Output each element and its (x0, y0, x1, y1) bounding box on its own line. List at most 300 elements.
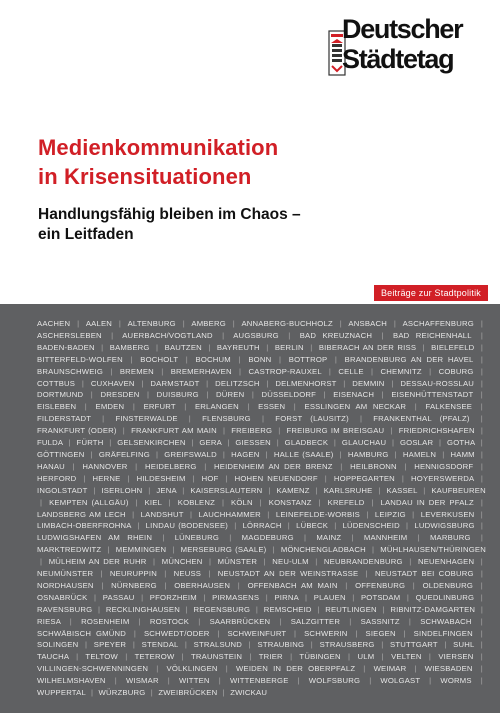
city-name: TETEROW (134, 652, 175, 662)
city-separator: | (135, 497, 138, 507)
city-name: STUTTGART (390, 640, 438, 650)
city-name: BAD KREUZNACH (299, 330, 373, 340)
city-separator: | (371, 366, 374, 376)
city-name: MÜHLHAUSEN/THÜRINGEN (380, 545, 486, 555)
city-separator: | (334, 521, 337, 531)
city-name: LANDAU IN DER PFALZ (380, 497, 474, 507)
city-name: FÜRTH (76, 438, 104, 448)
city-name: LANDSBERG AM LECH (37, 509, 126, 519)
city-separator: | (265, 592, 268, 602)
city-separator: | (333, 438, 337, 448)
city-name: FORST (LAUSITZ) (275, 414, 349, 424)
city-name: AUGSBURG (233, 330, 279, 340)
city-name: MANNHEIM (363, 533, 408, 543)
city-name: CASTROP-RAUXEL (248, 366, 322, 376)
city-separator: | (156, 342, 159, 352)
city-name: LUDWIGSBURG (414, 521, 475, 531)
city-name: BREMEN (119, 366, 154, 376)
city-name: ASCHAFFENBURG (402, 319, 474, 328)
city-separator: | (127, 473, 130, 483)
city-name: NEUSTADT AN DER WEINSTRASSE (217, 569, 359, 579)
city-name: DUISBURG (156, 390, 199, 400)
city-separator: | (417, 533, 420, 543)
city-name: BADEN-BADEN (37, 342, 95, 352)
city-name: HOYERSWERDA (411, 473, 474, 483)
city-separator: | (480, 461, 484, 471)
city-separator: | (249, 652, 252, 662)
city-name: REGENSBURG (193, 604, 251, 614)
city-name: GERA (199, 438, 222, 448)
city-name: DELITZSCH (215, 378, 260, 388)
deutscher-staedtetag-logo (328, 14, 488, 84)
city-separator: | (278, 354, 282, 364)
city-name: MERSEBURG (SAALE) (180, 545, 267, 555)
city-separator: | (334, 354, 338, 364)
city-name: AUERBACH/VOGTLAND (122, 330, 213, 340)
city-separator: | (229, 533, 232, 543)
city-separator: | (156, 664, 159, 674)
city-separator: | (349, 616, 352, 626)
city-separator: | (188, 414, 191, 424)
city-separator: | (172, 545, 175, 555)
city-separator: | (363, 664, 366, 674)
city-name: NEUENHAGEN (417, 557, 475, 567)
city-name: WITTEN (179, 676, 210, 686)
city-separator: | (414, 402, 417, 412)
city-separator: | (480, 676, 483, 686)
city-name: BOCHUM (195, 354, 231, 364)
city-name: SPEYER (93, 640, 127, 650)
city-name: HANAU (37, 461, 65, 471)
city-name: NEUSTADT BEI COBURG (374, 569, 474, 579)
logo-line-1: Deutscher (342, 14, 463, 44)
city-separator: | (480, 449, 484, 459)
city-name: RIBNITZ-DAMGARTEN (390, 604, 476, 614)
city-separator: | (221, 497, 225, 507)
city-name: BIBERACH AN DER RISS (318, 342, 417, 352)
city-separator: | (118, 319, 122, 328)
city-name: WISMAR (125, 676, 159, 686)
city-separator: | (222, 449, 226, 459)
city-separator: | (101, 580, 104, 590)
city-separator: | (222, 688, 225, 698)
city-separator: | (208, 342, 211, 352)
city-separator: | (181, 652, 184, 662)
city-separator: | (107, 545, 110, 555)
city-name: ZWEIBRÜCKEN (158, 688, 218, 698)
city-separator: | (251, 390, 255, 400)
city-name: VELTEN (391, 652, 422, 662)
city-separator: | (265, 449, 268, 459)
city-separator: | (355, 628, 358, 638)
city-separator: | (480, 402, 483, 412)
city-separator: | (366, 509, 369, 519)
city-separator: | (423, 485, 426, 495)
city-separator: | (189, 509, 193, 519)
city-separator: | (392, 438, 395, 448)
city-name: NEU-ULM (272, 557, 309, 567)
city-name: ERLANGEN (194, 402, 239, 412)
city-separator: | (268, 485, 271, 495)
city-separator: | (161, 366, 164, 376)
city-separator: | (203, 592, 206, 602)
city-name: WEIMAR (373, 664, 407, 674)
city-separator: | (480, 366, 484, 376)
city-separator: | (239, 366, 242, 376)
city-name: FRANKFURT (ODER) (37, 426, 117, 436)
city-name: WILHELMSHAVEN (37, 676, 106, 686)
city-name: RECKLINGHAUSEN (105, 604, 180, 614)
city-separator: | (403, 628, 406, 638)
city-name: KARLSRUHE (323, 485, 373, 495)
city-name: HOPPEGARTEN (333, 473, 395, 483)
city-name: EISENHÜTTENSTADT (391, 390, 474, 400)
city-name: VIERSEN (438, 652, 474, 662)
city-name: FLENSBURG (202, 414, 251, 424)
city-name: GELSENKIRCHEN (117, 438, 186, 448)
city-name: HAMM (450, 449, 475, 459)
city-name: NEUSS (173, 569, 202, 579)
city-name: KIEL (144, 497, 162, 507)
city-separator: | (276, 438, 279, 448)
city-name: EISLEBEN (37, 402, 77, 412)
city-separator: | (315, 485, 318, 495)
city-name: STRAUBING (257, 640, 305, 650)
city-separator: | (141, 592, 144, 602)
city-name: CHEMNITZ (380, 366, 422, 376)
city-name: OFFENBACH AM MAIN (247, 580, 338, 590)
city-name: SCHWERIN (304, 628, 348, 638)
city-name: HILDESHEIM (136, 473, 186, 483)
city-separator: | (208, 569, 211, 579)
city-separator: | (93, 485, 96, 495)
city-separator: | (287, 521, 290, 531)
city-separator: | (480, 580, 483, 590)
city-separator: | (480, 533, 484, 543)
city-separator: | (480, 592, 483, 602)
city-name: LEVERKUSEN (420, 509, 475, 519)
city-name: RIESA (37, 616, 61, 626)
city-separator: | (255, 604, 259, 614)
city-separator: | (480, 378, 484, 388)
city-name: BOCHOLT (140, 354, 179, 364)
city-name: KÖLN (231, 497, 253, 507)
city-separator: | (162, 533, 165, 543)
city-separator: | (340, 461, 343, 471)
city-separator: | (480, 497, 484, 507)
city-name: HAGEN (231, 449, 260, 459)
city-separator: | (310, 640, 313, 650)
city-separator: | (290, 652, 293, 662)
city-name: HEIDENHEIM AN DER BRENZ (214, 461, 333, 471)
city-separator: | (480, 390, 483, 400)
city-separator: | (439, 438, 442, 448)
city-name: TÜBINGEN (299, 652, 341, 662)
city-separator: | (328, 366, 332, 376)
city-name: BAYREUTH (216, 342, 260, 352)
city-separator: | (218, 676, 221, 686)
city-name: TAUCHA (37, 652, 69, 662)
city-separator: | (371, 545, 375, 555)
city-name: SCHWÄBISCH GMÜND (37, 628, 127, 638)
city-name: FRIEDRICHSHAFEN (398, 426, 475, 436)
city-name: LANDSHUT (140, 509, 184, 519)
city-name: SIEGEN (365, 628, 396, 638)
city-separator: | (480, 664, 483, 674)
city-name: OSNABRÜCK (37, 592, 88, 602)
city-separator: | (130, 354, 133, 364)
city-separator: | (288, 330, 291, 340)
city-name: LIMBACH-OBERFROHNA (37, 521, 132, 531)
city-name: LINDAU (BODENSEE) (145, 521, 229, 531)
city-separator: | (404, 461, 407, 471)
city-name: NEUMÜNSTER (37, 569, 94, 579)
city-name: CUXHAVEN (90, 378, 135, 388)
city-name: DESSAU-ROSSLAU (400, 378, 475, 388)
city-separator: | (480, 414, 483, 424)
city-name: ROSENHEIM (81, 616, 130, 626)
city-name: MÜLHEIM AN DER RUHR (48, 557, 147, 567)
city-name: LÜNEBURG (174, 533, 220, 543)
city-separator: | (182, 485, 185, 495)
city-separator: | (84, 640, 88, 650)
city-name: KEMPTEN (ALLGÄU) (49, 497, 129, 507)
city-name: STENDAL (141, 640, 179, 650)
city-name: LEIPZIG (374, 509, 406, 519)
city-separator: | (185, 354, 188, 364)
city-separator: | (83, 473, 86, 483)
city-name: FRANKFURT AM MAIN (131, 426, 217, 436)
city-name: REMSCHEID (263, 604, 312, 614)
city-name: DEMMIN (352, 378, 385, 388)
city-separator: | (266, 342, 269, 352)
city-separator: | (184, 402, 187, 412)
city-separator: | (102, 414, 105, 424)
city-name: SINDELFINGEN (413, 628, 473, 638)
city-name: GOTHA (447, 438, 475, 448)
city-name: OFFENBURG (355, 580, 406, 590)
city-name: BONN (248, 354, 272, 364)
city-name: OBERHAUSEN (174, 580, 231, 590)
city-separator: | (40, 557, 43, 567)
city-separator: | (191, 438, 194, 448)
city-separator: | (412, 580, 415, 590)
city-separator: | (227, 438, 230, 448)
city-name: DELMENHORST (275, 378, 337, 388)
city-name: WEIDEN IN DER OBERPFALZ (236, 664, 356, 674)
city-separator: | (164, 580, 167, 590)
city-separator: | (428, 652, 432, 662)
city-name: ERFURT (143, 402, 176, 412)
city-name: WOLGAST (380, 676, 421, 686)
city-name: HEILBRONN (350, 461, 397, 471)
city-name: GLAUCHAU (341, 438, 387, 448)
city-name: BIELEFELD (431, 342, 475, 352)
city-name: EMDEN (95, 402, 125, 412)
city-separator: | (391, 378, 394, 388)
city-name: LUDWIGSHAFEN AM RHEIN (37, 533, 153, 543)
city-separator: | (293, 402, 296, 412)
logo-line-2: Städtetag (342, 44, 454, 74)
city-name: CELLE (338, 366, 364, 376)
city-name: NEUBRANDENBURG (323, 557, 403, 567)
city-name: KREFELD (327, 497, 365, 507)
city-separator: | (480, 354, 484, 364)
city-separator: | (480, 569, 484, 579)
city-name: LAUCHHAMMER (198, 509, 261, 519)
city-separator: | (259, 497, 262, 507)
city-separator: | (90, 390, 93, 400)
city-separator: | (381, 640, 384, 650)
city-separator: | (184, 640, 188, 650)
city-separator: | (394, 449, 397, 459)
city-separator: | (167, 676, 170, 686)
city-name: VILLINGEN-SCHWENNINGEN (37, 664, 149, 674)
city-separator: | (406, 521, 409, 531)
city-name: BAMBERG (109, 342, 150, 352)
city-separator: | (132, 402, 136, 412)
city-name: NORDHAUSEN (37, 580, 94, 590)
city-separator: | (263, 557, 266, 567)
city-name: PIRMASENS (212, 592, 260, 602)
city-name: ESSLINGEN AM NECKAR (304, 402, 407, 412)
city-name: FULDA (37, 438, 63, 448)
city-name: ESSEN (258, 402, 286, 412)
city-separator: | (305, 592, 308, 602)
city-separator: | (401, 473, 405, 483)
city-name: MARKTREDWITZ (37, 545, 102, 555)
city-separator: | (480, 628, 483, 638)
city-name: ISERLOHN (101, 485, 143, 495)
city-name: FRANKENTHAL (PFALZ) (373, 414, 470, 424)
city-separator: | (444, 640, 447, 650)
city-name: WUPPERTAL (37, 688, 86, 698)
city-name: STRALSUND (193, 640, 243, 650)
city-name: BREMERHAVEN (170, 366, 232, 376)
city-name: POTSDAM (360, 592, 401, 602)
city-separator: | (204, 461, 207, 471)
city-name: LÜDENSCHEID (342, 521, 400, 531)
city-separator: | (248, 640, 251, 650)
city-separator: | (247, 402, 250, 412)
city-name: KAISERSLAUTERN (190, 485, 263, 495)
city-separator: | (198, 616, 201, 626)
city-separator: | (266, 378, 269, 388)
city-name: HERFORD (37, 473, 77, 483)
city-separator: | (114, 676, 117, 686)
city-name: WITTENBERGE (229, 676, 289, 686)
city-name: LEINEFELDE-WORBIS (275, 509, 360, 519)
city-name: HOF (201, 473, 219, 483)
city-separator: | (135, 461, 138, 471)
city-separator: | (133, 628, 137, 638)
city-separator: | (315, 557, 318, 567)
city-separator: | (310, 342, 313, 352)
city-separator: | (351, 533, 354, 543)
city-separator: | (168, 497, 171, 507)
city-name: BRAUNSCHWEIG (37, 366, 104, 376)
city-separator: | (222, 330, 225, 340)
city-name: KOBLENZ (177, 497, 216, 507)
city-name: ANSBACH (348, 319, 387, 328)
city-separator: | (369, 676, 372, 686)
city-name: BITTERFELD-WOLFEN (37, 354, 123, 364)
city-name: OLDENBURG (422, 580, 474, 590)
city-name: PFORZHEIM (149, 592, 197, 602)
city-separator: | (132, 640, 136, 650)
city-separator: | (480, 640, 483, 650)
city-separator: | (217, 628, 220, 638)
city-name: SUHL (453, 640, 475, 650)
city-name: GREIFSWALD (164, 449, 217, 459)
city-separator: | (101, 342, 104, 352)
city-name: KAUFBEUREN (431, 485, 486, 495)
city-name: MAGDEBURG (241, 533, 294, 543)
city-separator: | (261, 414, 265, 424)
city-separator: | (91, 688, 94, 698)
city-separator: | (343, 378, 346, 388)
city-name: EISENACH (333, 390, 375, 400)
city-separator: | (148, 485, 151, 495)
city-name: AMBERG (191, 319, 226, 328)
city-name: HOHEN NEUENDORF (234, 473, 318, 483)
city-separator: | (164, 569, 167, 579)
city-name: SCHWEDT/ODER (143, 628, 210, 638)
city-name: SAARBRÜCKEN (209, 616, 271, 626)
city-name: WOLFSBURG (308, 676, 361, 686)
city-name: DORTMUND (37, 390, 84, 400)
city-separator: | (222, 426, 226, 436)
city-name: BRANDENBURG AN DER HAVEL (344, 354, 474, 364)
city-name: KONSTANZ (268, 497, 312, 507)
city-name: KAMENZ (276, 485, 310, 495)
city-separator: | (480, 604, 484, 614)
city-separator: | (206, 390, 209, 400)
city-name: FREIBURG IM BREISGAU (286, 426, 385, 436)
city-separator: | (69, 616, 72, 626)
city-separator: | (109, 438, 112, 448)
city-name: STRAUSBERG (319, 640, 375, 650)
city-separator: | (408, 616, 412, 626)
city-name: HERNE (92, 473, 121, 483)
city-name: FREIBERG (231, 426, 273, 436)
city-separator: | (317, 604, 320, 614)
city-name: SOLINGEN (37, 640, 79, 650)
city-name: FALKENSEE (425, 402, 473, 412)
city-name: MÜNSTER (217, 557, 258, 567)
city-separator: | (480, 509, 483, 519)
city-name: GOSLAR (400, 438, 434, 448)
city-separator: | (442, 449, 445, 459)
city-separator: | (237, 580, 240, 590)
city-separator: | (68, 438, 71, 448)
city-name: NEURUPPIN (109, 569, 157, 579)
title-line-1: Medienkommunikation (38, 135, 279, 160)
member-cities-list (37, 318, 486, 699)
city-separator: | (480, 330, 484, 340)
city-name: HEIDELBERG (145, 461, 197, 471)
city-separator: | (323, 390, 326, 400)
city-name: GLADBECK (284, 438, 329, 448)
city-name: HAMELN (402, 449, 437, 459)
city-separator: | (352, 592, 355, 602)
series-label: Beiträge zur Stadtpolitik (374, 285, 488, 301)
city-separator: | (480, 557, 483, 567)
city-name: INGOLSTADT (37, 485, 88, 495)
city-name: WIESBADEN (424, 664, 473, 674)
city-name: HENNIGSDORF (414, 461, 474, 471)
city-name: TELTOW (85, 652, 118, 662)
